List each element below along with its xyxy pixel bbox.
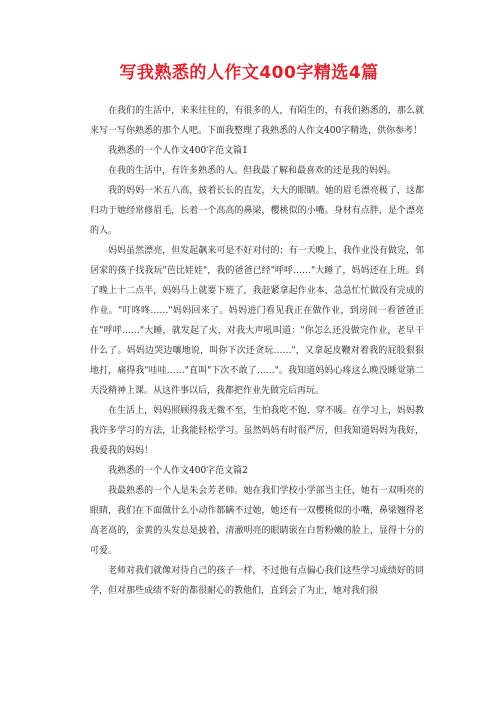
document-title: 写我熟悉的人作文400字精选4篇 (119, 63, 379, 83)
section-heading-2: 我熟悉的一个人作文400字范文篇2 (108, 466, 248, 476)
paragraph: 妈妈虽然漂亮，但发起飙来可是不好对付的；有一天晚上，我作业没有做完，邻居家的孩子找我玩"芭比娃娃"，我的爸爸已经"呼呼……"大睡了，妈妈还在上班。到了晚上十二点半，妈妈马上就要下班了，我赶紧拿起作业本，急急忙忙做没有完成的作业。"叮咚咚……"妈妈回来了。妈妈进门看见我正在做作业，到房间一看爸爸正在"呼呼……"大睡，就发起了火，对我大声吼叫道："你怎么还没做完作业，老早干什么了。妈妈边哭边嚷地说，叫你下次还贪玩……"，又拿起皮鞭对着我的屁股狠狠地打，痛得我"哇哇……"直叫"下次不敢了……"。我知道妈妈心疼这么晚没睡觉第二天没精神上课。从这件事以后，我都把作业先做完后再玩。 (90, 246, 424, 396)
paragraph-intro: 在我们的生活中，来来往往的，有很多的人，有陌生的，有我们熟悉的，那么就来写一写你熟悉的那个人吧。下面我整理了我熟悉的人作文400字精选，供你参考！ (90, 106, 424, 136)
section-heading-1: 我熟悉的一个人作文400字范文篇1 (108, 146, 248, 156)
paragraph: 在我的生活中，有许多熟悉的人。但我最了解和最喜欢的还是我的妈妈。 (108, 166, 397, 176)
paragraph: 我最熟悉的一个人是朱会芳老师。她在我们学校小学部当主任，她有一双明亮的眼睛，我们在下面做什么小动作都瞒不过她，她还有一双樱桃似的小嘴，鼻梁翘得老高老高的，金黄的头发总是披着，清澈明亮的眼睛嵌在白皙粉嫩的脸上，显得十分的可爱。 (90, 486, 424, 556)
paragraph: 老师对我们就像对待自己的孩子一样，不过他有点偏心我们这些学习成绩好的同学，但对那些成绩不好的都很耐心的教他们，直到会了为止，她对我们很 (90, 566, 424, 596)
paragraph: 我的妈妈一米五八高，披着长长的直发，大大的眼睛。她的眉毛漂亮极了，这都归功于她经常修眉毛，长着一个高高的鼻梁，樱桃似的小嘴。身材有点胖，是个漂亮的人。 (90, 186, 424, 236)
paragraph: 在生活上，妈妈照顾得我无微不至，生怕我吃不饱、穿不暖。在学习上，妈妈教我许多学习的方法，让我能轻松学习。虽然妈妈有时很严厉，但我知道妈妈为我好，我爱我的妈妈！ (90, 406, 424, 456)
